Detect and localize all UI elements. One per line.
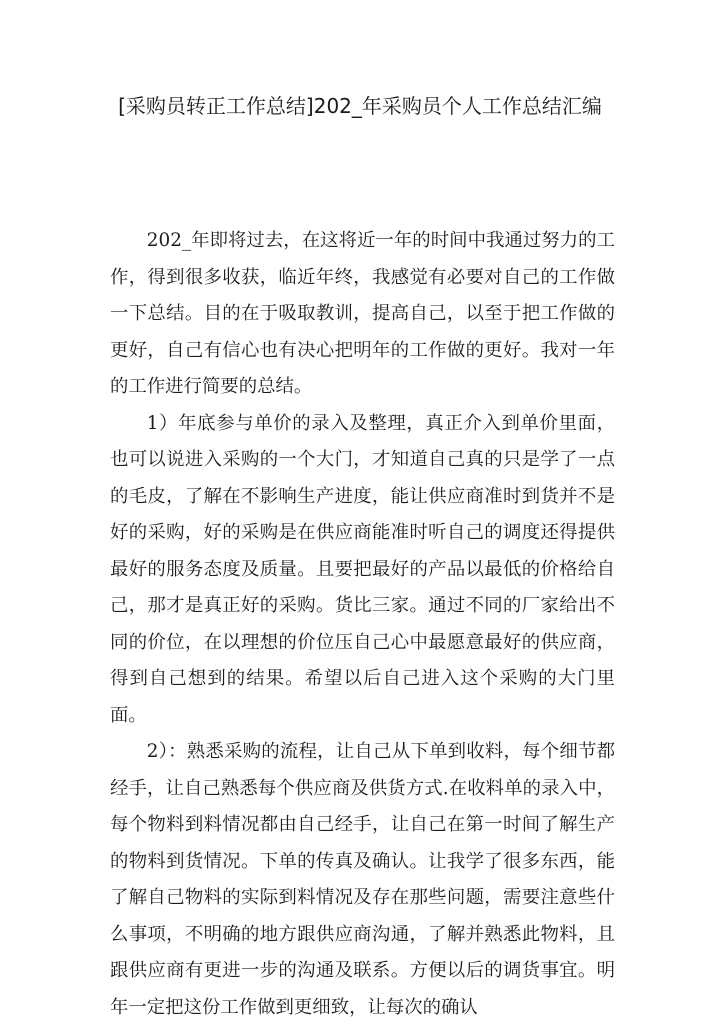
- paragraph-intro: 202_年即将过去，在这将近一年的时间中我通过努力的工作，得到很多收获，临近年终，我感觉有必要对自己的工作做一下总结。目的在于吸取教训，提高自己，以至于把工作做的更好，自己有信心也有决心把明年的工作做的更好。我对一年的工作进行简要的总结。: [110, 230, 615, 397]
- document-body: [110, 223, 615, 1026]
- paragraph-point-1: 1）年底参与单价的录入及整理，真正介入到单价里面，也可以说进入采购的一个大门，才知道自己真的只是学了一点的毛皮，了解在不影响生产进度，能让供应商准时到货并不是好的采购，好的采购是在供应商能准时听自己的调度还得提供最好的服务态度及质量。且要把最好的产品以最低的价格给自己，那才是真正好的采购。货比三家。通过不同的厂家给出不同的价位，在以理想的价位压自己心中最愿意最好的供应商，得到自己想到的结果。希望以后自己进入这个采购的大门里面。: [110, 412, 615, 726]
- document-title: [采购员转正工作总结]202_年采购员个人工作总结汇编: [118, 94, 602, 118]
- paragraph-point-2: 2）：熟悉采购的流程，让自己从下单到收料，每个细节都经手，让自己熟悉每个供应商及供货方式.在收料单的录入中，每个物料到料情况都由自己经手，让自己在第一时间了解生产的物料到货情况。下单的传真及确认。让我学了很多东西，能了解自己物料的实际到料情况及存在那些问题，需要注意些什么事项，不明确的地方跟供应商沟通，了解并熟悉此物料，且跟供应商有更进一步的沟通及联系。方便以后的调货事宜。明年一定把这份工作做到更细致，让每次的确认: [110, 741, 615, 1018]
